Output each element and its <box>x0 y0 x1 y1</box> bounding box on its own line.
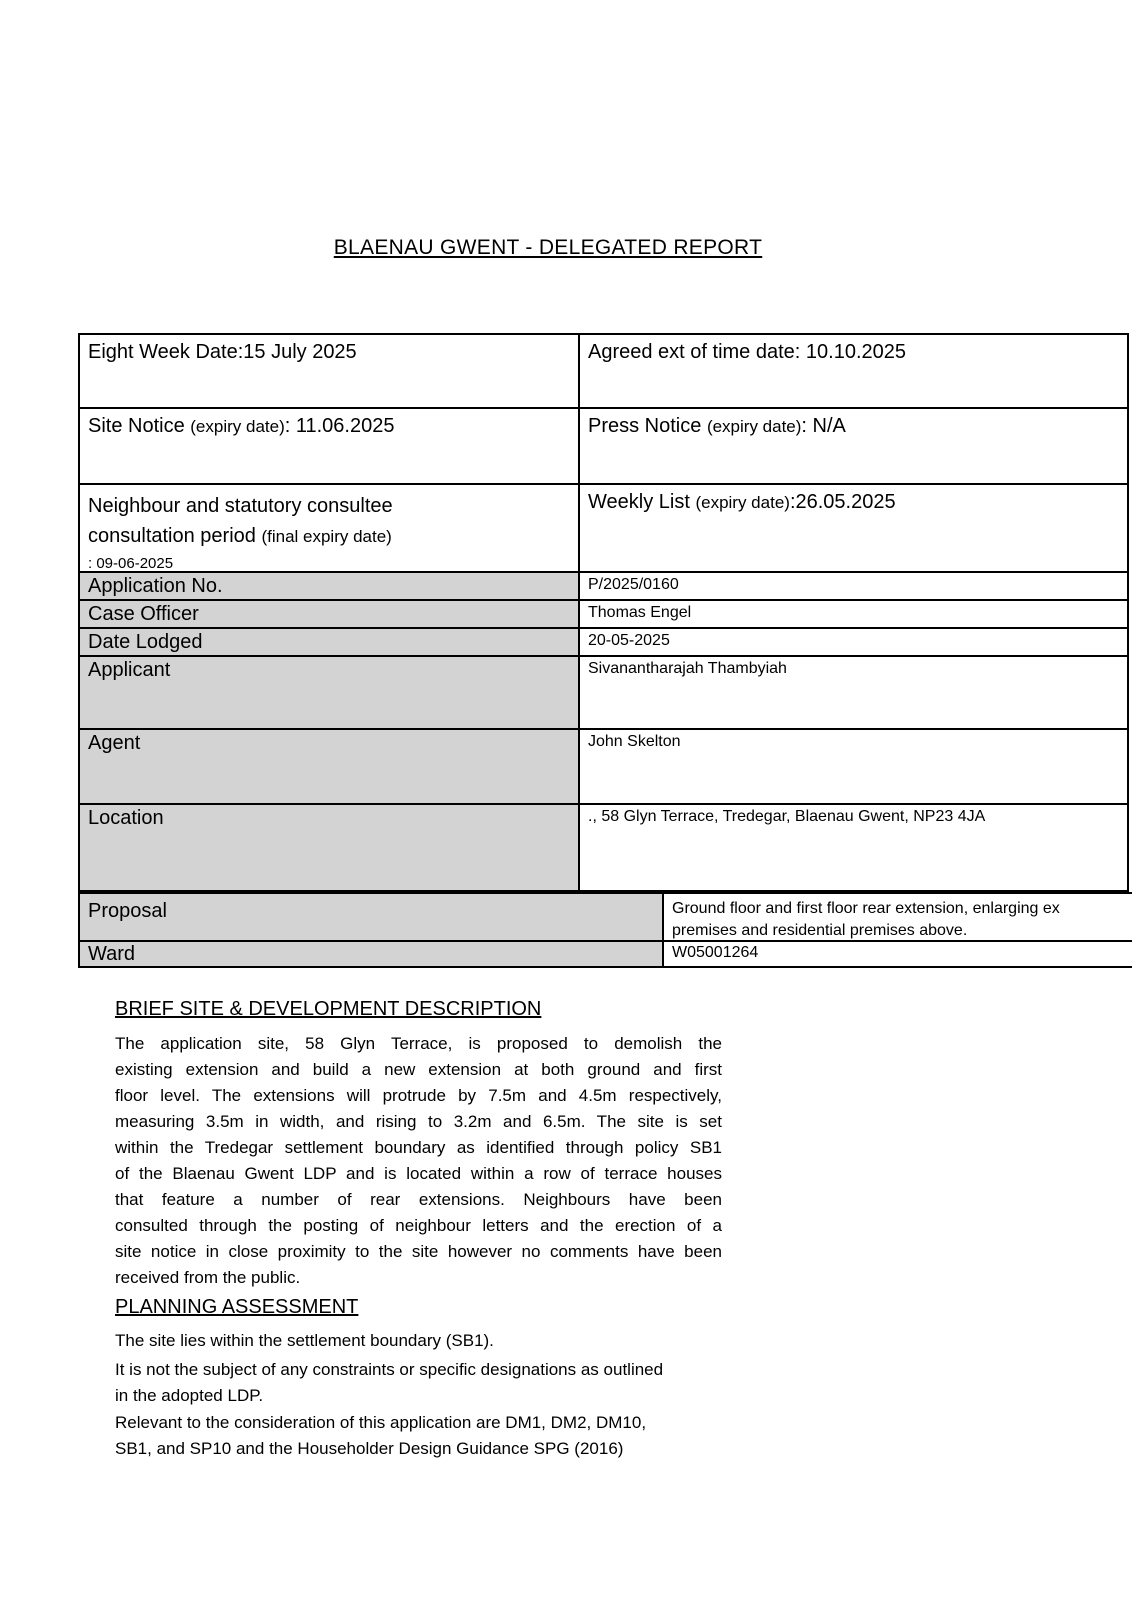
eight-week-date-cell: Eight Week Date:15 July 2025 <box>80 335 580 407</box>
location-label: Location <box>80 805 580 890</box>
brief-description-paragraph <box>115 1031 722 1291</box>
planning-line: in the adopted LDP. <box>115 1386 264 1405</box>
document-title: BLAENAU GWENT - DELEGATED REPORT <box>333 236 763 259</box>
weekly-list-expiry-note: (expiry date) <box>695 493 790 512</box>
site-notice-cell <box>80 409 580 483</box>
details-table <box>78 333 1129 892</box>
agent-value: John Skelton <box>588 733 681 750</box>
weekly-list-cell <box>580 485 1127 571</box>
table-row-case-officer <box>80 599 1127 627</box>
planning-line: SB1, and SP10 and the Householder Design Guidance SPG (2016) <box>115 1439 624 1458</box>
proposal-value-line2: premises and residential premises above. <box>672 922 968 939</box>
brief-line: received from the public. <box>115 1268 301 1287</box>
table-row-application-no <box>80 571 1127 599</box>
proposal-ward-table <box>78 892 1132 968</box>
table-row-notices <box>80 407 1127 483</box>
table-row-dates <box>80 335 1127 407</box>
table-row-consultation <box>80 483 1127 571</box>
planning-paragraph-3 <box>115 1410 722 1462</box>
ward-label: Ward <box>80 942 664 966</box>
planning-paragraph-2 <box>115 1357 722 1409</box>
neighbour-consultation-date: : 09-06-2025 <box>88 555 174 571</box>
application-no-label: Application No. <box>80 573 580 599</box>
planning-line: The site lies within the settlement boundary (SB1). <box>115 1331 494 1350</box>
brief-description-heading: BRIEF SITE & DEVELOPMENT DESCRIPTION <box>115 998 542 1020</box>
neighbour-consultation-line1: Neighbour and statutory consultee <box>88 495 393 517</box>
brief-line: within the Tredegar settlement boundary as identified through policy SB1 <box>115 1138 722 1157</box>
planning-line: Relevant to the consideration of this application are DM1, DM2, DM10, <box>115 1413 647 1432</box>
table-row-applicant <box>80 655 1127 728</box>
proposal-value <box>664 894 1132 940</box>
brief-line: floor level. The extensions will protrude by 7.5m and 4.5m respectively, <box>115 1086 722 1105</box>
case-officer-label: Case Officer <box>80 601 580 627</box>
brief-line: of the Blaenau Gwent LDP and is located within a row of terrace houses <box>115 1164 722 1183</box>
ward-value: W05001264 <box>672 944 759 961</box>
site-notice-label: Site Notice <box>88 415 191 437</box>
brief-line: site notice in close proximity to the site however no comments have been <box>115 1242 722 1261</box>
neighbour-consultation-cell <box>80 485 580 571</box>
date-lodged-label: Date Lodged <box>80 629 580 655</box>
press-notice-expiry-note: (expiry date) <box>706 417 802 436</box>
proposal-label: Proposal <box>80 894 664 940</box>
brief-line: that feature a number of rear extensions. Neighbours have been <box>115 1190 722 1209</box>
weekly-list-date: :26.05.2025 <box>789 491 896 513</box>
planning-paragraph-1 <box>115 1328 722 1354</box>
brief-line: measuring 3.5m in width, and rising to 3.2m and 6.5m. The site is set <box>115 1112 722 1131</box>
location-value: ., 58 Glyn Terrace, Tredegar, Blaenau Gwent, NP23 4JA <box>588 808 986 825</box>
site-notice-date: : 11.06.2025 <box>284 415 395 437</box>
applicant-value: Sivanantharajah Thambyiah <box>588 660 787 677</box>
applicant-label: Applicant <box>80 657 580 728</box>
date-lodged-value: 20-05-2025 <box>588 632 670 649</box>
brief-line: The application site, 58 Glyn Terrace, is proposed to demolish the <box>115 1034 722 1053</box>
consultation-period-label: consultation period <box>88 525 262 547</box>
press-notice-cell <box>580 409 1127 483</box>
table-row-location <box>80 803 1127 890</box>
planning-line: It is not the subject of any constraints or specific designations as outlined <box>115 1360 664 1379</box>
brief-line: existing extension and build a new extension at both ground and first <box>115 1060 722 1079</box>
final-expiry-note: (final expiry date) <box>261 527 392 546</box>
weekly-list-label: Weekly List <box>588 491 696 513</box>
case-officer-value: Thomas Engel <box>588 604 692 621</box>
table-row-agent <box>80 728 1127 803</box>
table-row-proposal <box>80 894 1132 940</box>
table-row-ward <box>80 940 1132 966</box>
table-row-date-lodged <box>80 627 1127 655</box>
site-notice-expiry-note: (expiry date) <box>190 417 285 436</box>
brief-line: consulted through the posting of neighbour letters and the erection of a <box>115 1216 722 1235</box>
neighbour-consultation-line2 <box>88 521 570 553</box>
press-notice-date: : N/A <box>801 415 846 437</box>
agent-label: Agent <box>80 730 580 803</box>
proposal-value-line1: Ground floor and first floor rear extension, enlarging ex <box>672 900 1060 917</box>
agreed-ext-date-cell: Agreed ext of time date: 10.10.2025 <box>588 341 906 363</box>
press-notice-label: Press Notice <box>588 415 707 437</box>
planning-assessment-heading: PLANNING ASSESSMENT <box>115 1296 359 1318</box>
application-no-value: P/2025/0160 <box>588 576 679 593</box>
